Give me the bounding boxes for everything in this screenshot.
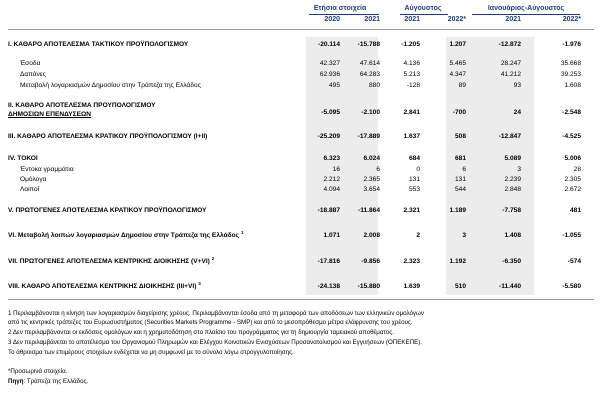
cell: 1.408	[504, 232, 521, 239]
cell: 880	[368, 82, 380, 89]
cell: -5.095	[321, 109, 340, 116]
cell: 553	[408, 186, 420, 193]
cell: 93	[513, 82, 521, 89]
footnote-ref: 3	[198, 280, 201, 286]
row-label	[8, 230, 243, 242]
table-row	[0, 281, 600, 293]
cell: 681	[454, 155, 466, 162]
footnote-ref: 1	[240, 229, 244, 235]
cell: 1.071	[323, 232, 340, 239]
cell: 1.639	[403, 283, 420, 290]
year-2021-aug: 2021	[404, 16, 420, 23]
cell: 35.668	[560, 60, 581, 67]
cell: 2	[416, 232, 420, 239]
year-2021-jan-aug: 2021	[505, 16, 521, 23]
cell: 5.006	[564, 155, 581, 162]
year-2022-jan-aug: 2022*	[562, 16, 581, 23]
year-2022-aug: 2022*	[447, 16, 466, 23]
cell: 2.305	[564, 176, 581, 183]
row-label: Μεταβολή λογαριασμών Δημοσίου στην Τράπεζα της Ελλάδος	[20, 82, 201, 89]
cell: 6	[376, 166, 380, 173]
cell: -1.976	[562, 41, 581, 48]
cell: 2.323	[403, 258, 420, 265]
cell: 4.136	[403, 60, 420, 67]
cell: 2.672	[564, 186, 581, 193]
row-label: Ομόλογα	[20, 176, 47, 183]
row-label: V. ΠΡΩΤΟΓΕΝΕΣ ΑΠΟΤΕΛΕΣΜΑ ΚΡΑΤΙΚΟΥ ΠΡΟΫΠΟΛΟΓΙΣΜΟΥ	[8, 207, 207, 214]
cell: 62.936	[319, 71, 340, 78]
cell: 4.094	[323, 186, 340, 193]
cell: 1.207	[449, 41, 466, 48]
header-jan-aug: Ιανουάριος-Αύγουστος	[487, 5, 565, 12]
cell: 16	[332, 166, 340, 173]
cell: 64.283	[359, 71, 380, 78]
underline-august	[400, 14, 448, 15]
cell: -1.205	[401, 41, 420, 48]
footnote-2: 2 Δεν περιλαμβάνονται οι εκδόσεις ομολόγων και η χρηματοδότηση στο πλαίσιο του προγράμματος για τη δημιουργία ταμειακού αποθέματος.	[8, 329, 394, 336]
year-2021-annual: 2021	[364, 16, 380, 23]
cell: -24.138	[317, 283, 340, 290]
cell: 3	[517, 166, 521, 173]
footnote-3: 3 Δεν περιλαμβάνεται το αποτέλεσμα του Οργανισμού Πληρωμών και Ελέγχου Κοινοτικών Ενισχύσεων Προσανατολισμού και Εγγυήσεων (ΟΠΕΚΕΠΕ).	[8, 339, 422, 346]
cell: 495	[328, 82, 340, 89]
cell: -15.880	[357, 283, 380, 290]
cell: 0	[416, 166, 420, 173]
cell: 1.189	[449, 207, 466, 214]
cell: -9.856	[361, 258, 380, 265]
cell: 5.465	[449, 60, 466, 67]
cell: 42.327	[319, 60, 340, 67]
row-label: Έσοδα	[20, 60, 41, 67]
cell: 510	[454, 283, 466, 290]
cell: 28.247	[500, 60, 521, 67]
cell: 2.841	[403, 109, 420, 116]
cell: 28	[573, 166, 581, 173]
cell: 131	[408, 176, 420, 183]
row-label: Έντοκα γραμμάτια	[20, 166, 74, 173]
cell: 2.365	[363, 176, 380, 183]
footnote-ref: 2	[211, 255, 215, 261]
cell: 544	[454, 186, 466, 193]
row-label: Λοιποί	[20, 186, 40, 193]
cell: 6.323	[323, 155, 340, 162]
cell: 508	[454, 133, 466, 140]
source-label: Πηγή	[8, 378, 24, 385]
cell: 39.253	[560, 71, 581, 78]
cell: 2.008	[363, 232, 380, 239]
table-row	[0, 131, 600, 143]
table-row	[0, 80, 600, 92]
cell: 2.321	[403, 207, 420, 214]
cell: -700	[452, 109, 466, 116]
footnote-1a: 1 Περιλαμβάνονται η κίνηση των λογαριασμών διαχείρισης χρέους. Περιλαμβάνονται έσοδα από τη μεταφορά των αποδόσεων των ελληνικών ομολόγων	[8, 310, 424, 317]
cell: 3.654	[363, 186, 380, 193]
cell: 2.212	[323, 176, 340, 183]
underline-jan-aug	[472, 14, 580, 15]
header-august: Αύγουστος	[404, 5, 442, 12]
table-row	[0, 205, 600, 217]
source-note	[8, 377, 88, 386]
footnote-rounding: Το άθροισμα των επιμέρους στοιχείων ενδέχεται να μη συμφωνεί με το σύνολο λόγω στρογγυλοποίησης.	[8, 349, 294, 356]
table-row	[0, 39, 600, 51]
table-bottom-rule	[8, 299, 594, 300]
cell: -20.114	[318, 41, 340, 48]
cell: -11.864	[358, 207, 380, 214]
cell: -12.847	[498, 133, 521, 140]
cell: -1.055	[562, 232, 581, 239]
row-label	[8, 281, 201, 293]
cell: 5.089	[504, 155, 521, 162]
cell: 2.239	[504, 176, 521, 183]
cell: -2.548	[562, 109, 581, 116]
cell: 89	[458, 82, 466, 89]
cell: 41.212	[500, 71, 521, 78]
cell: -17.889	[357, 133, 380, 140]
cell: -4.525	[562, 133, 581, 140]
cell: 4.347	[449, 71, 466, 78]
cell: 6.024	[363, 155, 380, 162]
cell: -574	[567, 258, 581, 265]
cell: 1.637	[403, 133, 420, 140]
row-label-text: VIII. ΚΑΘΑΡΟ ΑΠΟΤΕΛΕΣΜΑ ΚΕΝΤΡΙΚΗΣ ΔΙΟΙΚΗΣΗΣ (III+VI)	[8, 283, 197, 290]
provisional-note: *Προσωρινά στοιχεία.	[8, 368, 68, 375]
table-row	[0, 107, 600, 119]
row-label-text: VI. Μεταβολή λοιπών λογαριασμών Δημοσίου στην Τράπεζα της Ελλάδος	[8, 232, 240, 239]
cell: 3	[462, 232, 466, 239]
cell: -6.350	[502, 258, 521, 265]
underline-annual	[309, 14, 379, 15]
cell: -18.887	[317, 207, 340, 214]
cell: 5.213	[403, 71, 420, 78]
table-row	[0, 256, 600, 268]
cell: 481	[569, 207, 581, 214]
row-label-line1: II. ΚΑΘΑΡΟ ΑΠΟΤΕΛΕΣΜΑ ΠΡΟΥΠΟΛΟΓΙΣΜΟΥ	[8, 102, 156, 109]
cell: -128	[406, 82, 420, 89]
cell: -11.440	[499, 283, 521, 290]
cell: -2.100	[361, 109, 380, 116]
year-2020: 2020	[324, 16, 340, 23]
cell: -17.816	[317, 258, 340, 265]
row-label-text: VII. ΠΡΩΤΟΓΕΝΕΣ ΑΠΟΤΕΛΕΣΜΑ ΚΕΝΤΡΙΚΗΣ ΔΙΟΙΚΗΣΗΣ (V+VI)	[8, 258, 210, 265]
cell: 131	[454, 176, 466, 183]
header-rule	[8, 29, 594, 30]
row-label-line2: ΔΗΜΟΣΙΩΝ ΕΠΕΝΔΥΣΕΩΝ	[8, 111, 92, 118]
table-row	[0, 230, 600, 242]
cell: -5.580	[562, 283, 581, 290]
cell: -12.872	[498, 41, 521, 48]
row-label	[8, 256, 214, 268]
cell: 1.192	[449, 258, 466, 265]
cell: 24	[513, 109, 521, 116]
cell: 684	[408, 155, 420, 162]
row-label: III. ΚΑΘΑΡΟ ΑΠΟΤΕΛΕΣΜΑ ΚΡΑΤΙΚΟΥ ΠΡΟΫΠΟΛΟΓΙΣΜΟΥ (I+II)	[8, 133, 208, 140]
footnote-1b: από τις κεντρικές τράπεζες του Ευρωσυστήματος (Securities Markets Programme - SMP) και από το μεσοπρόθεσμο μέτρα ελάφρυνσης του χρέους.	[8, 319, 413, 326]
cell: -25.209	[317, 133, 340, 140]
cell: -7.758	[502, 207, 521, 214]
table-row	[0, 184, 600, 196]
cell: 2.848	[504, 186, 521, 193]
header-annual: Ετήσια στοιχεία	[313, 5, 367, 12]
row-label: IV. ΤΟΚΟΙ	[8, 155, 38, 162]
cell: 47.614	[359, 60, 380, 67]
cell: -15.788	[357, 41, 380, 48]
cell: 6	[462, 166, 466, 173]
cell: 1.608	[564, 82, 581, 89]
source-text: : Τράπεζα της Ελλάδος.	[23, 378, 89, 385]
row-label: I. ΚΑΘΑΡΟ ΑΠΟΤΕΛΕΣΜΑ ΤΑΚΤΙΚΟΥ ΠΡΟΫΠΟΛΟΓΙΣΜΟΥ	[8, 41, 189, 48]
row-label: Δαπάνες	[20, 71, 46, 78]
